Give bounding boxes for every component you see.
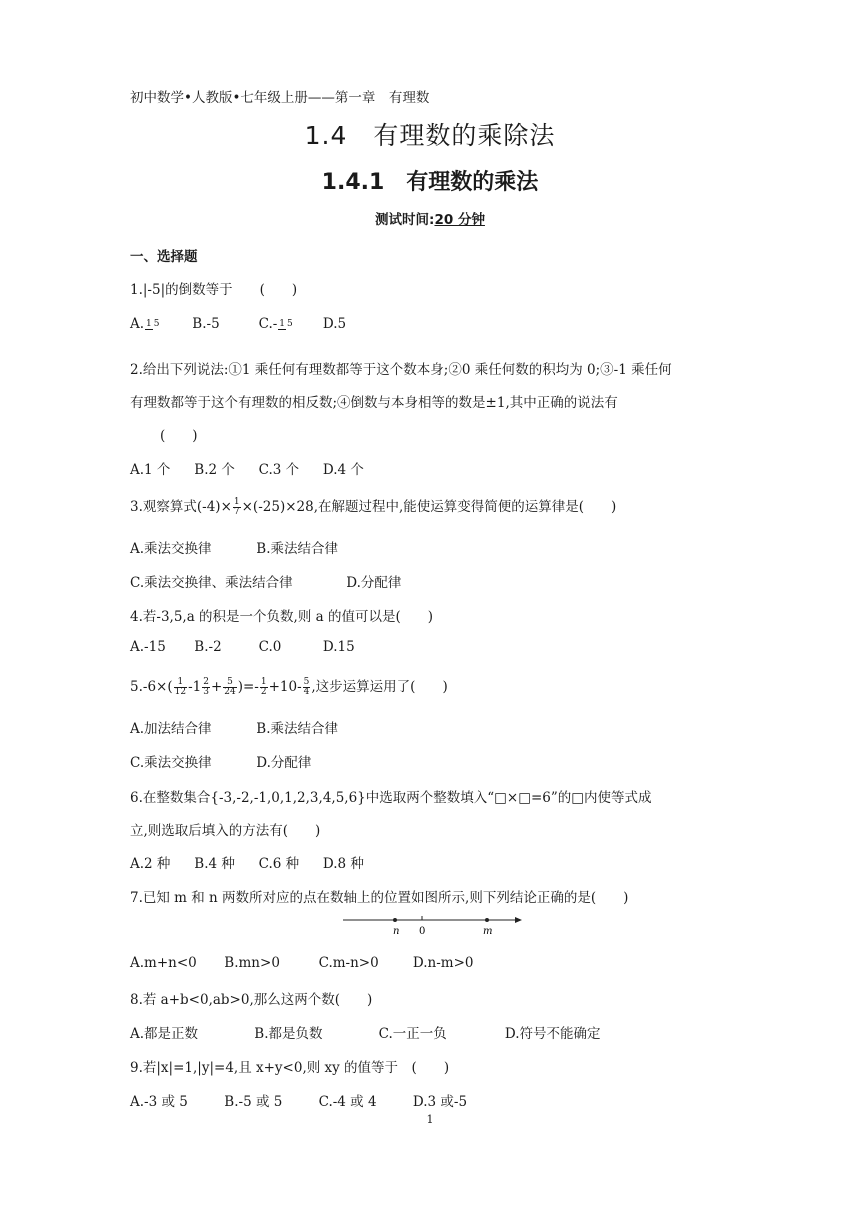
option-b: B.-2 xyxy=(194,639,222,655)
option-d: D.分配律 xyxy=(346,575,402,591)
option-c: C.m-n>0 xyxy=(318,955,379,971)
question-6-options xyxy=(130,852,364,872)
question-3-options-row-2 xyxy=(130,571,401,591)
option-c: C.0 xyxy=(258,639,282,655)
option-b: B.乘法结合律 xyxy=(256,721,339,737)
option-c: C.3 个 xyxy=(258,462,300,478)
fraction: $\frac{1}{2}$ xyxy=(260,677,267,697)
fraction: $\frac{2}{3}$ xyxy=(203,677,209,697)
question-9: 9.若|x|=1,|y|=4,且 x+y<0,则 xy 的值等于 ( ) xyxy=(130,1060,450,1076)
option-b: B.都是负数 xyxy=(254,1026,323,1042)
option-b: B.乘法结合律 xyxy=(256,541,339,557)
option-a: A.-3 或 5 xyxy=(130,1094,188,1110)
option-d: D.分配律 xyxy=(256,755,312,771)
option-b: B.4 种 xyxy=(194,856,235,872)
question-8: 8.若 a+b<0,ab>0,那么这两个数( ) xyxy=(130,992,373,1008)
point-m xyxy=(485,918,489,922)
option-c: C.6 种 xyxy=(258,856,300,872)
question-3-options-row-1 xyxy=(130,537,338,557)
label-n: n xyxy=(393,926,400,937)
page-number: 1 xyxy=(426,1113,434,1126)
section-heading: 一、选择题 xyxy=(130,249,198,265)
question-3: 3.观察算式(-4)× $\frac{1}{7}$ ×(-25)×28,在解题过程中,能使运算变得简便的运算律是( ) xyxy=(130,497,617,517)
option-a: A.m+n<0 xyxy=(130,955,197,971)
option-a: A.都是正数 xyxy=(130,1026,199,1042)
label-m: m xyxy=(483,926,493,937)
section-title: 1.4 有理数的乘除法 xyxy=(304,121,556,150)
option-d: D.n-m>0 xyxy=(412,955,474,971)
question-2-line-2: 有理数都等于这个有理数的相反数;④倒数与本身相等的数是±1,其中正确的说法有 xyxy=(130,395,618,411)
number-line-figure xyxy=(340,912,525,940)
question-7-options xyxy=(130,955,473,971)
option-b: B.2 个 xyxy=(194,462,235,478)
option-d: D.3 或-5 xyxy=(412,1094,468,1110)
fraction: 1 5 xyxy=(146,318,160,329)
option-d: D.4 个 xyxy=(322,462,364,478)
question-5-options-row-1 xyxy=(130,717,338,737)
question-5: 5.-6×( $\frac{1}{12}$ -1 $\frac{2}{3}$ + $\frac{5}{24}$ )=- $\frac{1}{2}$ +10- $\frac{5}{4}$ ,这步运算运用了( ) xyxy=(130,677,448,697)
question-1: 1.|-5|的倒数等于 ( ) xyxy=(130,282,298,298)
question-5-options-row-2 xyxy=(130,751,311,771)
subsection-title: 1.4.1 有理数的乘法 xyxy=(321,170,539,195)
option-a: A. 1 5 xyxy=(130,316,160,332)
question-8-options xyxy=(130,1022,601,1042)
label-zero: 0 xyxy=(419,926,426,937)
option-d: D.8 种 xyxy=(322,856,364,872)
document-header: 初中数学•人教版•七年级上册——第一章 有理数 xyxy=(130,90,430,106)
question-2-options xyxy=(130,458,364,478)
option-a: A.-15 xyxy=(130,639,166,655)
point-n xyxy=(393,918,397,922)
question-2-line-3: ( ) xyxy=(160,428,198,444)
axis-arrow xyxy=(515,917,522,923)
option-d: D.5 xyxy=(322,316,347,332)
option-a: A.加法结合律 xyxy=(130,721,212,737)
question-6-line-2: 立,则选取后填入的方法有( ) xyxy=(130,823,321,839)
question-9-options xyxy=(130,1090,467,1110)
test-time xyxy=(0,208,860,228)
question-4: 4.若-3,5,a 的积是一个负数,则 a 的值可以是( ) xyxy=(130,609,433,625)
option-c: C.-4 或 4 xyxy=(318,1094,377,1110)
option-a: A.2 种 xyxy=(130,856,171,872)
option-c: C.乘法交换律 xyxy=(130,755,212,771)
option-c: C.一正一负 xyxy=(378,1026,447,1042)
option-b: B.-5 xyxy=(192,316,220,332)
option-c: C.- 1 5 xyxy=(258,316,293,332)
question-2-line-1: 2.给出下列说法:①1 乘任何有理数都等于这个数本身;②0 乘任何数的积均为 0;③-1 乘任何 xyxy=(130,362,672,378)
fraction: $\frac{1}{12}$ xyxy=(174,677,187,697)
question-7: 7.已知 m 和 n 两数所对应的点在数轴上的位置如图所示,则下列结论正确的是( ) xyxy=(130,890,629,906)
fraction: $\frac{5}{24}$ xyxy=(224,677,236,697)
option-d: D.符号不能确定 xyxy=(504,1026,601,1042)
test-time-value: 20 分钟 xyxy=(434,212,485,228)
fraction: $\frac{1}{7}$ xyxy=(233,497,240,517)
option-c: C.乘法交换律、乘法结合律 xyxy=(130,575,293,591)
option-b: B.-5 或 5 xyxy=(224,1094,283,1110)
option-b: B.mn>0 xyxy=(224,955,280,971)
question-1-options xyxy=(130,316,346,332)
question-6-line-1: 6.在整数集合{-3,-2,-1,0,1,2,3,4,5,6}中选取两个整数填入“□×□=6”的□内使等式成 xyxy=(130,790,652,806)
question-4-options xyxy=(130,639,355,655)
test-time-label: 测试时间: xyxy=(375,212,435,228)
option-a: A.1 个 xyxy=(130,462,171,478)
fraction: $\frac{5}{4}$ xyxy=(303,677,310,697)
option-a: A.乘法交换律 xyxy=(130,541,212,557)
fraction: 1 5 xyxy=(279,318,293,329)
option-d: D.15 xyxy=(322,639,355,655)
